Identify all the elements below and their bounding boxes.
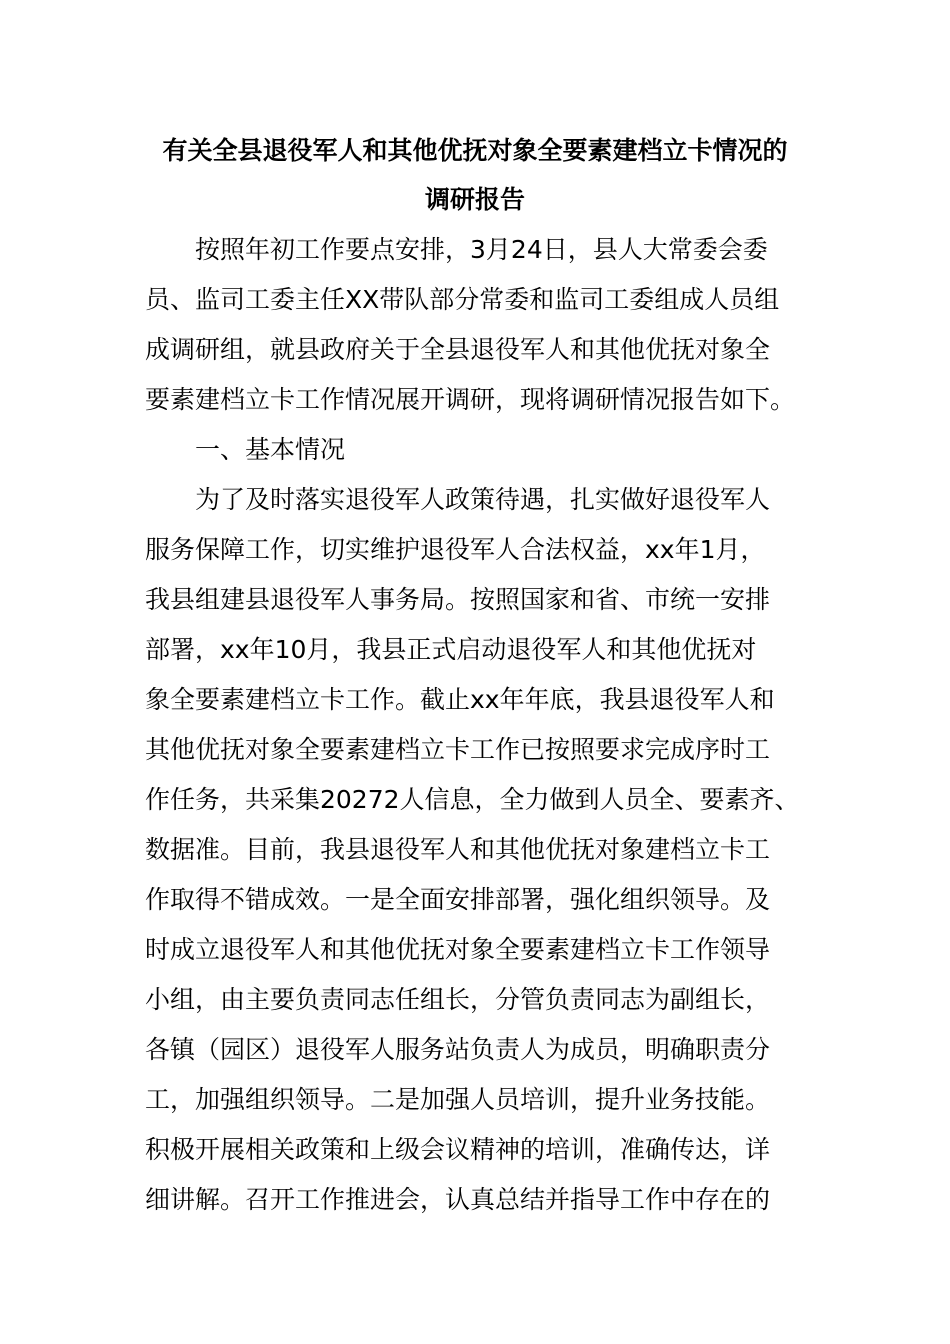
body-line: 积极开展相关政策和上级会议精神的培训，准确传达，详 <box>145 1135 771 1164</box>
body-line: 工，加强组织领导。二是加强人员培训，提升业务技能。 <box>145 1085 771 1114</box>
body-line: 为了及时落实退役军人政策待遇，扎实做好退役军人 <box>195 485 771 514</box>
body-line: 数据准。目前，我县退役军人和其他优抚对象建档立卡工 <box>145 835 771 864</box>
body-line: 员、监司工委主任XX带队部分常委和监司工委组成人员组 <box>145 285 780 314</box>
document-title-line-2: 调研报告 <box>424 185 525 214</box>
body-line: 按照年初工作要点安排，3月24日，县人大常委会委 <box>195 235 768 264</box>
body-line: 部署，xx年10月，我县正式启动退役军人和其他优抚对 <box>145 635 757 664</box>
body-line: 要素建档立卡工作情况展开调研，现将调研情况报告如下。 <box>145 385 796 414</box>
body-line: 象全要素建档立卡工作。截止xx年年底，我县退役军人和 <box>145 685 775 714</box>
body-line: 时成立退役军人和其他优抚对象全要素建档立卡工作领导 <box>145 935 771 964</box>
body-line: 细讲解。召开工作推进会，认真总结并指导工作中存在的 <box>145 1185 771 1214</box>
section-heading: 一、基本情况 <box>195 435 346 464</box>
document-title-line-1: 有关全县退役军人和其他优抚对象全要素建档立卡情况的 <box>162 136 788 165</box>
body-line: 作任务，共采集20272人信息，全力做到人员全、要素齐、 <box>145 785 800 814</box>
body-line: 成调研组，就县政府关于全县退役军人和其他优抚对象全 <box>145 335 771 364</box>
body-line: 服务保障工作，切实维护退役军人合法权益，xx年1月， <box>145 535 766 564</box>
body-line: 我县组建县退役军人事务局。按照国家和省、市统一安排 <box>145 585 771 614</box>
body-line: 作取得不错成效。一是全面安排部署，强化组织领导。及 <box>145 885 771 914</box>
body-line: 各镇（园区）退役军人服务站负责人为成员，明确职责分 <box>145 1035 771 1064</box>
body-line: 其他优抚对象全要素建档立卡工作已按照要求完成序时工 <box>145 735 771 764</box>
body-line: 小组，由主要负责同志任组长，分管负责同志为副组长， <box>145 985 771 1014</box>
